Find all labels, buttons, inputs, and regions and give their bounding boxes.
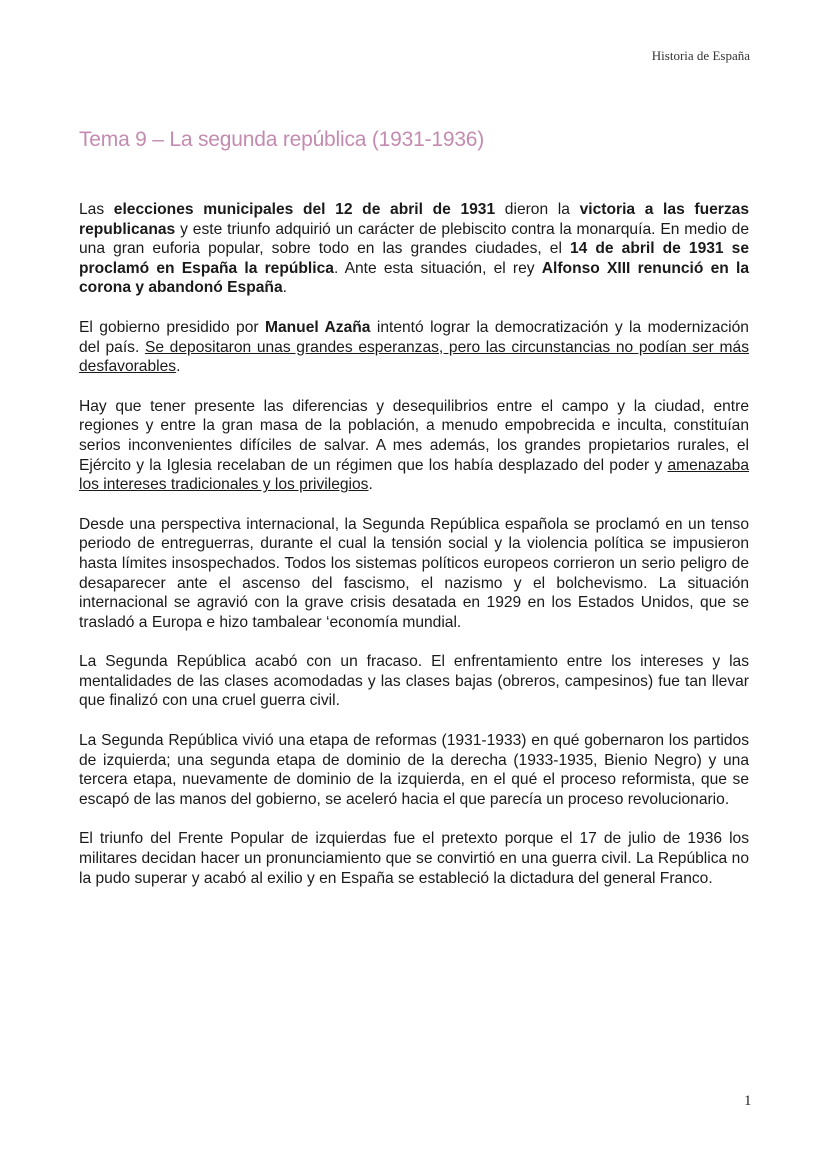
paragraph-1 [79,200,749,298]
text-run: . Ante esta situación, el rey [333,259,542,277]
text-run: . [176,358,181,376]
text-run: dieron la [495,201,580,218]
text-run: Las [79,201,114,218]
paragraph-7 [79,829,749,888]
text-run: La Segunda República acabó con un fracaso. El enfrentamiento entre los intereses y las mentalidades de las clases acomodadas y las clases bajas (obreros, campesinos) fue tan llevar que finalizó con una cruel guerra civil. [79,653,749,710]
paragraph-6 [79,731,749,809]
page-number: 1 [744,1093,752,1109]
text-run: Hay que tener presente las diferencias y desequilibrios entre el campo y la ciudad, entre regiones y entre la gran masa de la población, a menudo empobrecida e inculta, constituían serios inconvenientes difíciles de salvar. A mes además, los grandes propietarios rurales, el Ejército y la Iglesia recelaban de un régimen que los había desplazado del poder y [79,397,749,474]
bold-text: Manuel Azaña [264,318,371,336]
underlined-text: Se depositaron unas grandes esperanzas, pero las circunstancias no podían ser más desfavorables [79,338,749,376]
page-title: Tema 9 – La segunda república (1931-1936) [79,128,485,151]
text-run: El gobierno presidido por [79,318,265,336]
paragraph-2 [79,318,749,377]
text-run: y este triunfo adquirió un carácter de plebiscito contra la monarquía. En medio de una gran euforia popular, sobre todo en las grandes ciudades, el [79,220,749,258]
bold-text: Alfonso XIII renunció en la corona y abandonó España [79,259,749,297]
paragraph-4 [79,515,749,633]
underlined-text: amenazaba los intereses tradicionales y los privilegios [79,456,749,494]
bold-text: victoria a las fuerzas republicanas [79,201,749,238]
text-run: Desde una perspectiva internacional, la Segunda República española se proclamó en un tenso periodo de entreguerras, durante el cual la tensión social y la violencia política se impusieron hasta límites insospechados. Todos los sistemas políticos europeos corrieron un serio peligro de desaparecer ante el ascenso del fascismo, el nazismo y el bolchevismo. La situación internacional se agravió con la grave crisis desatada en 1929 en los Estados Unidos, que se trasladó a Europa e hizo tambalear ‘economía mundial. [79,515,749,631]
text-run: El triunfo del Frente Popular de izquierdas fue el pretexto porque el 17 de julio de 1936 los militares decidan hacer un pronunciamiento que se convirtió en una guerra civil. La República no la pudo superar y acabó al exilio y en España se estableció la dictadura del general Franco. [79,830,749,887]
text-run: intentó lograr la democratización y la modernización del país. [79,318,749,356]
bold-text: elecciones municipales del 12 de abril de 1931 [113,201,496,218]
text-run: La Segunda República vivió una etapa de reformas (1931-1933) en qué gobernaron los partidos de izquierda; una segunda etapa de dominio de la derecha (1933-1935, Bienio Negro) y una tercera etapa, nuevamente de dominio de la izquierda, en el qué el proceso reformista, que se escapó de las manos del gobierno, se aceleró hacia el que parecía un proceso revolucionario. [79,732,749,808]
document-body [79,200,749,908]
bold-text: 14 de abril de 1931 se proclamó en España la república [79,240,750,277]
running-header: Historia de España [651,48,750,63]
text-run: . [282,279,287,297]
paragraph-5 [79,652,749,711]
paragraph-3 [79,397,749,495]
text-run: . [368,476,373,494]
